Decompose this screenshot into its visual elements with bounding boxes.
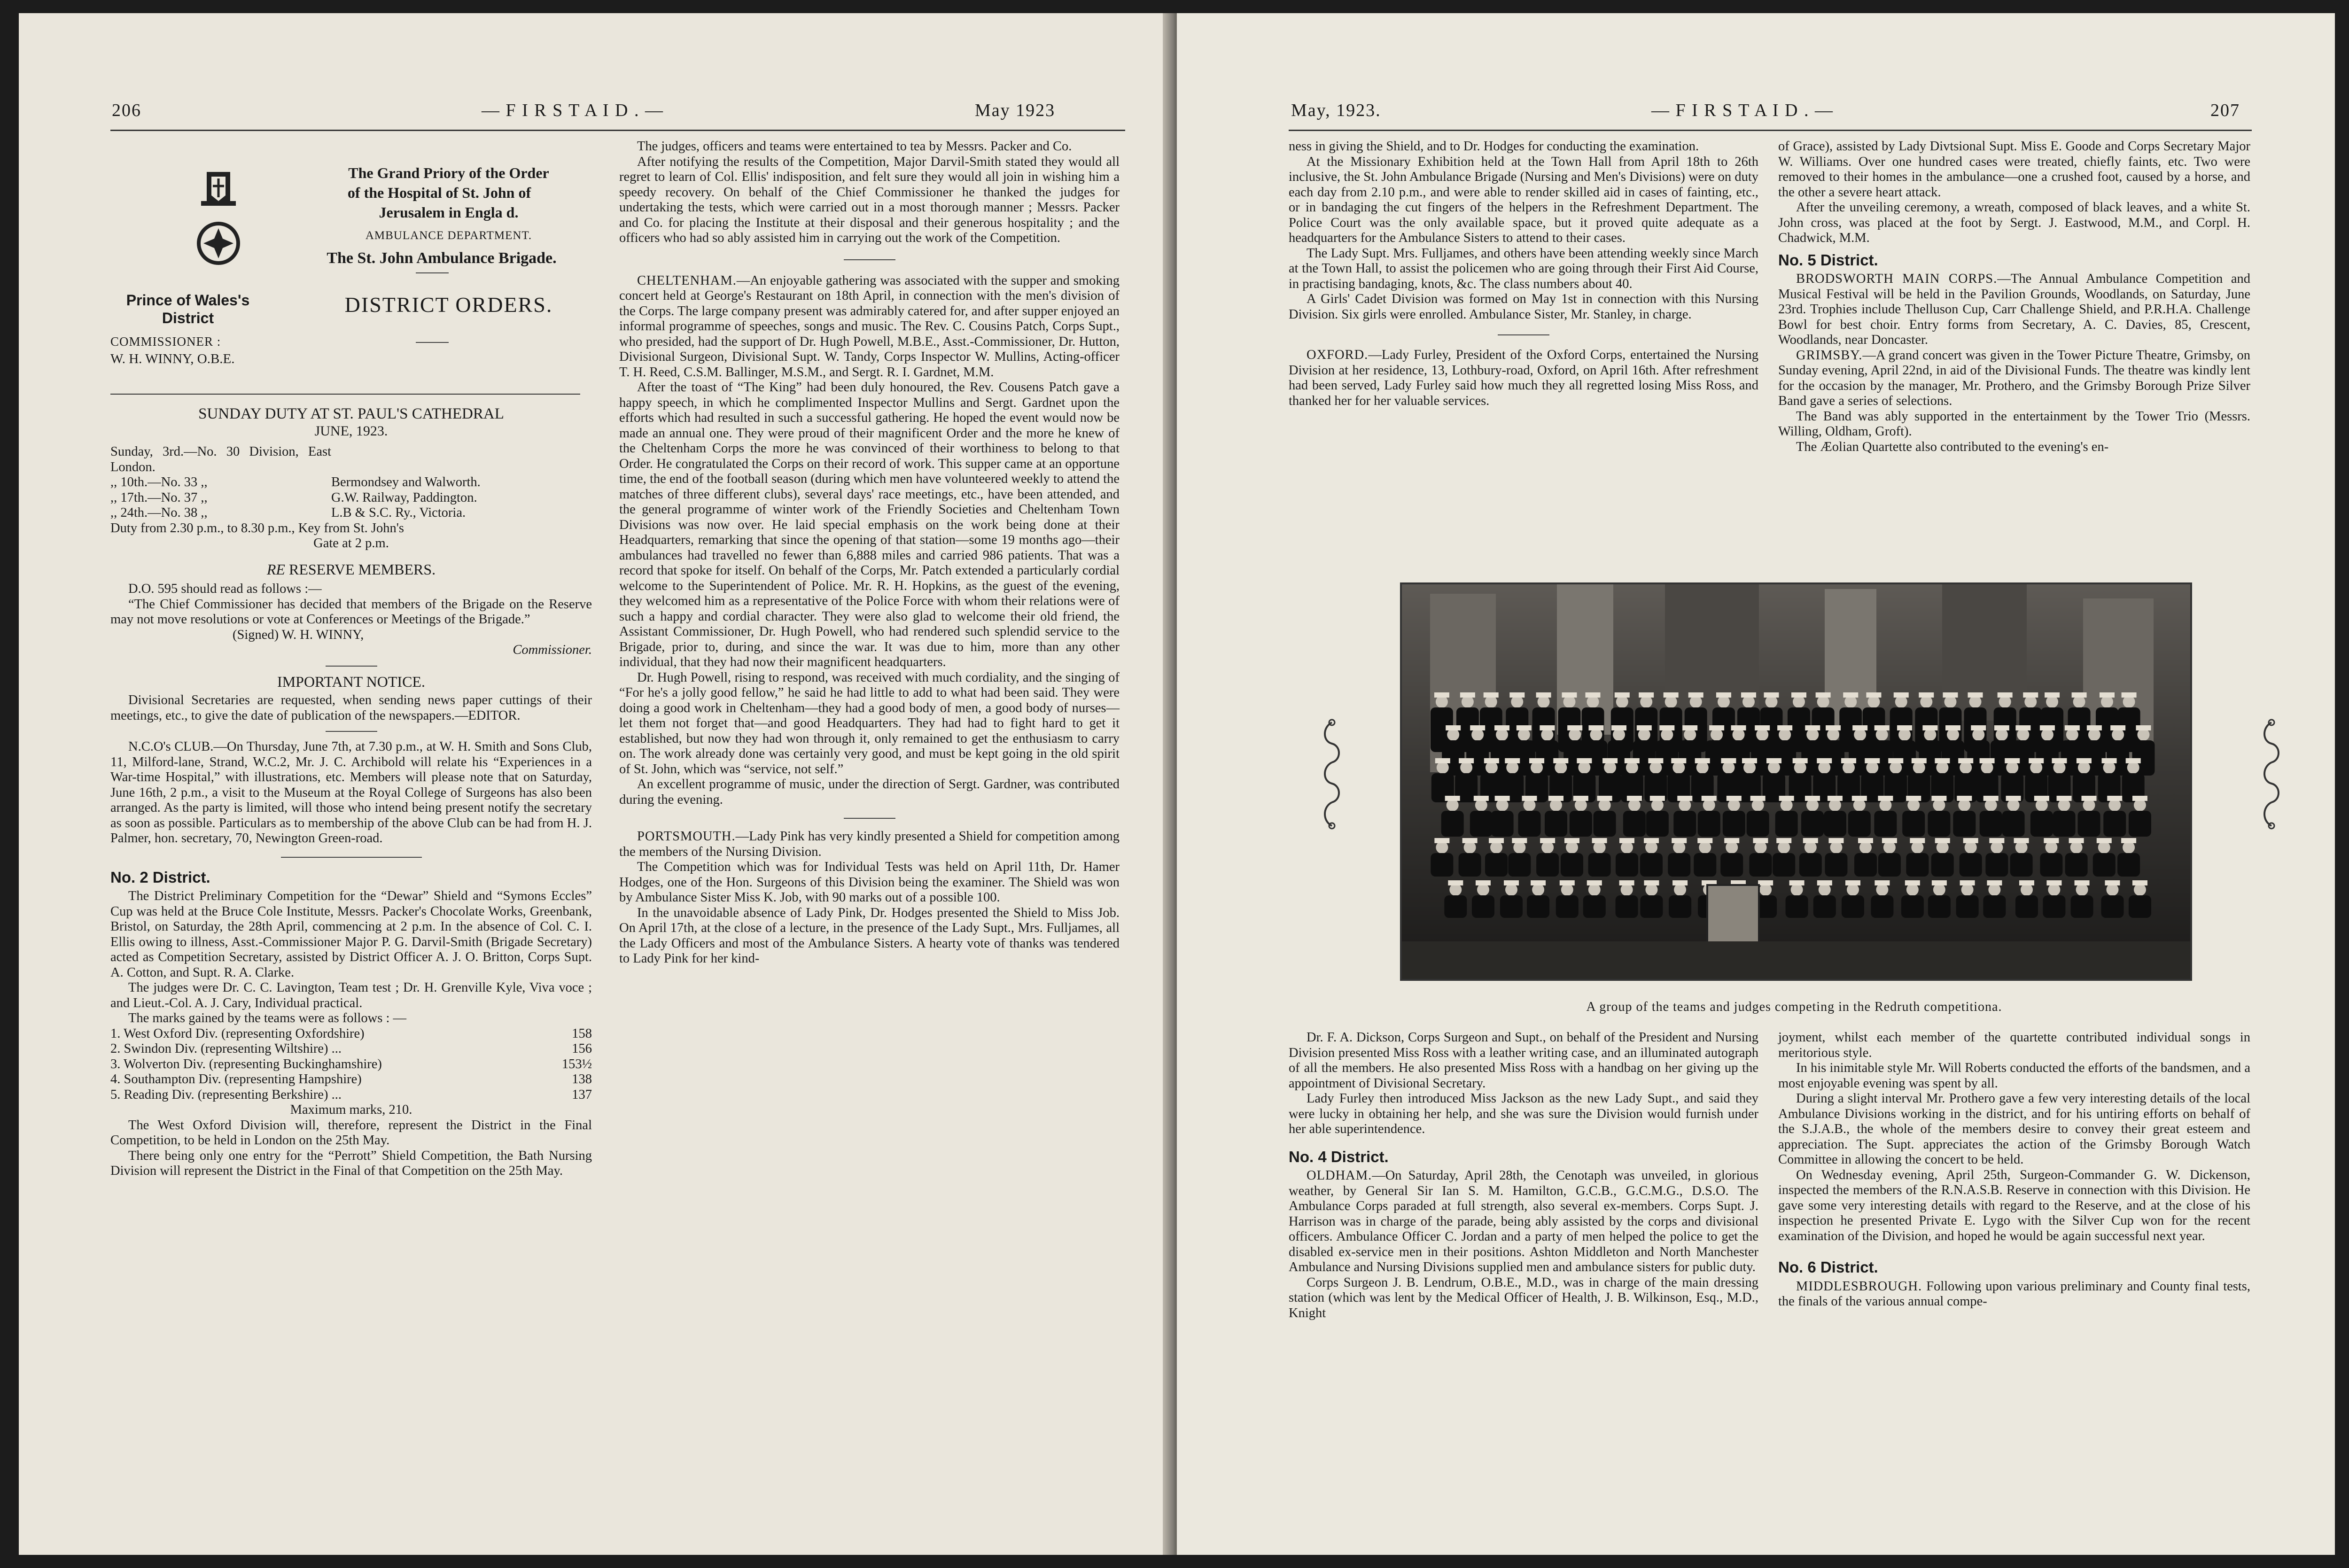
- table-row: [110, 1057, 592, 1072]
- district-orders-title: DISTRICT ORDERS.: [344, 293, 553, 317]
- photo-caption: A group of the teams and judges competing in the Redruth competitiona.: [1586, 1000, 2002, 1014]
- issue-date-left: May 1923: [975, 101, 1056, 120]
- team-name: 5. Reading Div. (representing Berkshire) ...: [110, 1087, 342, 1102]
- reserve-title-re: RE: [266, 560, 285, 578]
- r1b-p4: Corps Surgeon J. B. Lendrum, O.B.E., M.D., was in charge of the main dressing station (which was lent by the Medical Officer of Health, J. B. Wilkinson, Esq., M.D., Knight: [1289, 1275, 1758, 1320]
- r1-p1: ness in giving the Shield, and to Dr. Hodges for conducting the examination.: [1289, 139, 1699, 154]
- right-column-2-bottom: [1778, 1030, 2250, 1310]
- max-marks: Maximum marks, 210.: [290, 1102, 412, 1117]
- duty-time-1: Duty from 2.30 p.m., to 8.30 p.m., Key from St. John's: [110, 520, 404, 536]
- duty-place: [331, 444, 481, 475]
- rule: [326, 666, 377, 667]
- right-page: [1177, 13, 2335, 1555]
- col2-p2: After notifying the results of the Competition, Major Darvil-Smith stated they would all regret to learn of Col. Ellis' indisposition, and felt sure they would all join in wishing him a speedy recovery. On behalf of the Chief Commissioner he thanked the judges for undertaking the tests, which were carried out in a most thorough manner ; Messrs. Packer and Co. for placing the Institute at their disposal and their generous hospitality ; and the officers who had so ably assisted him in carrying out the work of the Competition.: [619, 154, 1120, 245]
- r1b-p1: Dr. F. A. Dickson, Corps Surgeon and Supt., on behalf of the President and Nursing Division presented Miss Ross with a leather writing case, and an illuminated autograph of all the members. He also presented Miss Ross with a handbag on her giving up the appointment of Divisional Secretary.: [1289, 1030, 1758, 1091]
- right-column-1-top: [1289, 139, 1758, 571]
- nco-club-text: N.C.O's CLUB.—On Thursday, June 7th, at 7.30 p.m., at W. H. Smith and Sons Club, 11, Milford-lane, Strand, W.C.2, Mr. J. C. Archibold will relate his “Experiences in a War-time Hospital,” with illustrations, etc. Members will please note that on Saturday, June 16th, 2 p.m., a visit to the Museum at the Royal College of Surgeons has also been arranged. As the party is limited, will those who intend being present notify the secretary as soon as possible. Particulars as to membership of the above Club can be had from H. J. Palmer, hon. secretary, 70, Newington Green-road.: [110, 739, 592, 846]
- sunday-duty-title: SUNDAY DUTY AT ST. PAUL'S CATHEDRAL: [198, 405, 504, 422]
- district-2-heading: No. 2 District.: [110, 868, 210, 886]
- col2-p9: In the unavoidable absence of Lady Pink, Dr. Hodges presented the Shield to Miss Job. On April 17th, at the close of a lecture, in the presence of the Lady Supt., Mrs. Fulljames, all the Lady Officers and most of the Ambulance Sisters. A hearty vote of thanks was tendered to Lady Pink for her kind-: [619, 905, 1120, 966]
- masthead-rule-2: [416, 342, 449, 343]
- running-title-left: — F I R S T A I D . —: [482, 101, 664, 120]
- page-number-left: 206: [112, 101, 141, 120]
- col2-p6: An excellent programme of music, under the direction of Sergt. Gardner, was contributed during the evening.: [619, 777, 1120, 807]
- sunday-duty-month: JUNE, 1923.: [314, 423, 388, 439]
- duty-day: ,, 24th.—No. 38 ,,: [110, 505, 208, 520]
- col2-p5: Dr. Hugh Powell, rising to respond, was received with much cordiality, and the singing of “For he's a jolly good fellow,” he said he had little to add to what had been said. They were doing a good work in Cheltenham—they had a good body of men, a good body of nurses—let them not forget that—and good Headquarters. They had had to fight hard to get it established, but now they had won through it, only remained to get the enthusiasm to carry on. The work already done was certainly very good, and must be kept going in the old spirit of St. John, which was “service, not self.”: [619, 670, 1120, 776]
- table-row: [110, 444, 481, 475]
- oldham-para: [1289, 1168, 1758, 1275]
- team-score: 158: [572, 1026, 592, 1041]
- r1-p2: At the Missionary Exhibition held at the Town Hall from April 18th to 26th inclusive, the St. John Ambulance Brigade (Nursing and Men's Divisions) were on duty each day from 2.10 p.m., and were able to render skilled aid in cases of fainting, etc., or in bandaging the cut fingers of the helpers in the Refreshment Department. The Police Court was the only available space, but it proved quite adequate as a headquarters for the Ambulance Sisters to attend to their cases.: [1289, 154, 1758, 245]
- table-row: [110, 1072, 592, 1087]
- duty-place: Bermondsey and Walworth.: [331, 475, 481, 489]
- table-row: [110, 475, 481, 490]
- rule: [281, 857, 422, 858]
- masthead: [110, 149, 592, 384]
- order-line-2: of the Hospital of St. John of: [347, 184, 531, 201]
- r2b-p4: On Wednesday evening, April 25th, Surgeon-Commander G. W. Dickenson, inspected the members of the R.N.A.S.B. Reserve in connection with this Division. He gave some very interesting details with regard to the Reserve, and at the close of his inspection he presented Private E. Lygo with the Silver Cup won for the recent examination of the Division, and hoped he would be again successful next year.: [1778, 1167, 2250, 1243]
- order-line-1: The Grand Priory of the Order: [348, 164, 549, 181]
- duty-time-2: Gate at 2 p.m.: [313, 536, 389, 551]
- st-john-crest-icon: [193, 168, 244, 272]
- middlesbrough-lead: MIDDLESBROUGH.: [1796, 1279, 1922, 1294]
- team-name: 1. West Oxford Div. (representing Oxfordshire): [110, 1026, 365, 1041]
- duty-day: ,, 17th.—No. 37 ,,: [110, 490, 208, 505]
- table-row: [110, 1087, 592, 1103]
- portsmouth-text: —Lady Pink has very kindly presented a Shield for competition among the members of the Nursing Division.: [619, 829, 1120, 859]
- grimsby-para: [1778, 348, 2250, 409]
- r2b-p1: joyment, whilst each member of the quartette contributed individual songs in meritorious style.: [1778, 1030, 2250, 1060]
- r2-p5: The Band was ably supported in the entertainment by the Tower Trio (Messrs. Willing, Oldham, Groft).: [1778, 409, 2250, 439]
- middlesbrough-text: Following upon various preliminary and County final tests, the finals of the various annual compe-: [1778, 1279, 2251, 1309]
- duty-place: L.B & S.C. Ry., Victoria.: [331, 505, 466, 520]
- oxford-para: [1289, 348, 1758, 409]
- sunday-duty-table: [110, 444, 481, 521]
- r2-p2: After the unveiling ceremony, a wreath, composed of black leaves, and a white St. John cross, was placed at the foot by Sergt. J. Eastwood, M.M., and Corpl. H. Chadwick, M.M.: [1778, 200, 2250, 245]
- reserve-p2: “The Chief Commissioner has decided that members of the Brigade on the Reserve may not move resolutions or vote at Conferences or Meetings of the Brigade.”: [110, 597, 592, 627]
- col2-p1: The judges, officers and teams were entertained to tea by Messrs. Packer and Co.: [637, 139, 1072, 154]
- r2-p6: The Æolian Quartette also contributed to the evening's en-: [1796, 439, 2109, 454]
- r1-p3: The Lady Supt. Mrs. Fulljames, and others have been attending weekly since March at the Town Hall, to assist the policemen who are going through their First Aid Course, in practising bandaging, knots, &c. The class numbers about 40.: [1289, 246, 1758, 291]
- district-2-p3: The marks gained by the teams were as follows : —: [128, 1011, 407, 1025]
- commissioner-label: COMMISSIONER :: [110, 334, 221, 349]
- duty-place: G.W. Railway, Paddington.: [331, 490, 477, 505]
- oldham-lead: OLDHAM.: [1307, 1168, 1372, 1183]
- team-name: 4. Southampton Div. (representing Hampshire): [110, 1072, 362, 1087]
- district-name: Prince of Wales's District: [126, 292, 250, 326]
- duty-day: Sunday, 3rd.—No. 30 Division, East London.: [110, 444, 331, 474]
- district-2-p4: The West Oxford Division will, therefore, represent the District in the Final Competition, to be held in London on the 25th May.: [110, 1118, 592, 1148]
- team-score: 153½: [561, 1056, 592, 1071]
- brodsworth-lead: BRODSWORTH MAIN CORPS.: [1796, 272, 1998, 286]
- district-2-p2: The judges were Dr. C. C. Lavington, Team test ; Dr. H. Grenville Kyle, Viva voce ; and Lieut.-Col. A. J. Cary, Individual practical.: [110, 980, 592, 1010]
- reserve-signed: (Signed) W. H. WINNY,: [233, 627, 364, 642]
- middlesbrough-para: [1778, 1279, 2250, 1310]
- team-name: 2. Swindon Div. (representing Wiltshire) ...: [110, 1041, 342, 1056]
- notice-title: IMPORTANT NOTICE.: [277, 673, 425, 690]
- header-rule-right: [1289, 130, 2252, 131]
- rule: [1498, 334, 1549, 335]
- duty-day: ,, 10th.—No. 33 ,,: [110, 475, 208, 489]
- section-rule: [110, 394, 580, 395]
- district-6-heading: No. 6 District.: [1778, 1258, 1878, 1276]
- ambulance-department: AMBULANCE DEPARTMENT.: [365, 229, 532, 242]
- table-row: [110, 505, 481, 521]
- grimsby-lead: GRIMSBY.: [1796, 348, 1863, 363]
- right-column-2-top: [1778, 139, 2250, 571]
- district-5-heading: No. 5 District.: [1778, 251, 1878, 269]
- brodsworth-text: —The Annual Ambulance Competition and Musical Festival will be held in the Pavilion Grounds, Woodlands, on Saturday, June 23rd. Trophies include Thelluson Cup, Carr Challenge Shield, and P.R.H.A. Challenge Bowl for best choir. Entry forms from Secretary, A. C. Davies, 85, Crescent, Woodlands, near Doncaster.: [1778, 272, 2250, 347]
- portsmouth-para: [619, 829, 1120, 860]
- r2b-p2: In his inimitable style Mr. Will Roberts conducted the efforts of the bandsmen, and a most enjoyable evening was spent by all.: [1778, 1061, 2250, 1091]
- group-photograph: [1400, 582, 2192, 981]
- oxford-text: —Lady Furley, President of the Oxford Corps, entertained the Nursing Division at her residence, 13, Lothbury-road, Oxford, on April 16th. After refreshment had been served, Lady Furley said how much they all regretted losing Miss Ross, and thanked her for her valuable services.: [1289, 348, 1758, 408]
- cheltenham-para: [619, 273, 1120, 380]
- r2-p1: of Grace), assisted by Lady Divtsional Supt. Miss E. Goode and Corps Secretary Major W. Williams. Over one hundred cases were treated, chiefly faints, etc. Two were removed to their homes in the ambulance—one a crushed foot, caused by a horse, and the other a severe heart attack.: [1778, 139, 2250, 200]
- rule: [326, 731, 377, 732]
- group-photo-image: [1402, 584, 2190, 979]
- reserve-title: [110, 562, 592, 577]
- district-2-p1: The District Preliminary Competition for the “Dewar” Shield and “Symons Eccles” Cup was held at the Bruce Cole Institute, Messrs. Packer's Chocolate Works, Greenbank, Bristol, on Saturday, the 28th April, commencing at 2 p.m. In the absence of Col. C. I. Ellis owing to illness, Asst.-Commissioner Major P. G. Darvil-Smith (Brigade Secretary) acted as Competition Secretary, assisted by District Officer A. J. O. Britton, Corps Supt. A. Cotton, and Supt. R. A. Clarke.: [110, 889, 592, 980]
- team-score: 138: [572, 1072, 592, 1087]
- issue-date-right: May, 1923.: [1291, 101, 1381, 120]
- district-4-heading: No. 4 District.: [1289, 1148, 1389, 1165]
- brigade-title: The St. John Ambulance Brigade.: [327, 249, 557, 267]
- district-2-p5: There being only one entry for the “Perrott” Shield Competition, the Bath Nursing Division will represent the District in the Final of that Competition on the 25th May.: [110, 1148, 592, 1178]
- running-title-right: — F I R S T A I D . —: [1651, 101, 1834, 120]
- team-score: 156: [572, 1041, 592, 1056]
- scroll-ornament-right-icon: [2257, 718, 2286, 831]
- header-rule-left: [110, 130, 1125, 131]
- left-page: [19, 13, 1182, 1555]
- r1b-p2: Lady Furley then introduced Miss Jackson as the new Lady Supt., and said they were lucky in obtaining her help, and she was sure the Division would furnish under her able superintendence.: [1289, 1091, 1758, 1136]
- scroll-ornament-left-icon: [1318, 718, 1346, 831]
- masthead-rule: [416, 272, 449, 273]
- oldham-text: —On Saturday, April 28th, the Cenotaph was unveiled, in glorious weather, by General Sir Ian S. M. Hamilton, G.C.B., G.C.M.G., D.S.O. The Ambulance Corps paraded at full strength, also several ex-members. Corps Supt. J. Harrison was in charge of the parade, being ably assisted by the corps and divisional officers. Ambulance Officer C. Jordan and a party of men helped the police to get the disabled ex-service men in their positions. Ashton Middleton and North Manchester Ambulance and Nursing Divisions supplied men and ambulance sisters for public duty.: [1289, 1168, 1758, 1274]
- right-column-1-bottom: [1289, 1030, 1758, 1321]
- cheltenham-lead: CHELTENHAM.: [637, 273, 737, 288]
- brodsworth-para: [1778, 272, 2250, 348]
- team-score: 137: [572, 1087, 592, 1102]
- page-number-right: 207: [2210, 101, 2240, 120]
- table-row: [110, 1026, 592, 1042]
- order-line-3: Jerusalem in Engla d.: [379, 204, 519, 221]
- left-column-1: [110, 149, 592, 1179]
- commissioner-name: W. H. WINNY, O.B.E.: [110, 351, 235, 366]
- cheltenham-text: —An enjoyable gathering was associated with the supper and smoking concert held at George's Restaurant on 18th April, in connection with the men's division of the Corps. The large company present was admirably catered for, and after supper enjoyed an informal programme of speeches, songs and music. The Rev. C. Cousins Patch, Corps Supt., who presided, had the support of Dr. Hugh Powell, M.B.E., Asst.-Commissioner, Dr. Hutton, Divisional Surgeon, Divisional Supt. W. Tandy, Corps Inspector W. Mullins, Acting-officer T. H. Reed, C.S.M. Ballinger, M.S.M., and Sergt. R. I. Gardnet, M.M.: [619, 273, 1120, 380]
- marks-table: [110, 1026, 592, 1103]
- col2-p4: After the toast of “The King” had been duly honoured, the Rev. Cousens Patch gave a happy speech, in which he complimented Inspector Mullins and Sergt. Gardnet upon the efforts which had resulted in such a successful gathering. He hoped the event would now be made an annual one. They were proud of their magnificent Order and the more he knew of the Cheltenham Corps the more he was convinced of their worthiness to belong to that Order. He congratulated the Corps on their record of work. This supper came at an opportune time, the end of the football season (during which men have volunteered weekly to attend the matches of three different clubs), several days' race meetings, etc., have been attended, and the general programme of winter work of the Friendly Societies and Cheltenham Town Divisions was now over. He laid special emphasis on the work being done at their Headquarters, remarking that since the opening of that station—some 19 months ago—their ambulances had travelled no fewer than 6,888 miles and carried 986 patients. That was a record that spoke for itself. On behalf of the Corps, Mr. Patch extended a particularly cordial welcome to the Superintendent of Police. Mr. R. H. Hopkins, as the guest of the evening, they welcomed him as a representative of the Police Force with whom their relations were of such a happy and cordial character. They were also glad to welcome their old friend, the Assistant Commissioner, Dr. Hugh Powell, who had rendered such splendid service to the Brigade, prior to, during, and since the war. It was due to him, more than any other individual, that they had now their magnificent headquarters.: [619, 380, 1120, 669]
- r2b-p3: During a slight interval Mr. Prothero gave a few very interesting details of the local Ambulance Divisions working in the district, and for his untiring efforts on behalf of the S.J.A.B., the whole of the members desire to convey their great esteem and appreciation. The Supt. appreciates the action of the Grimsby Borough Watch Committee in allowing the concert to be held.: [1778, 1091, 2250, 1167]
- r1-p4: A Girls' Cadet Division was formed on May 1st in connection with this Nursing Division. Six girls were enrolled. Ambulance Sister, Mr. Stanley, in charge.: [1289, 292, 1758, 322]
- reserve-title-text: RESERVE MEMBERS.: [288, 560, 436, 578]
- oxford-lead: OXFORD.: [1307, 348, 1369, 362]
- reserve-p1: D.O. 595 should read as follows :—: [128, 582, 322, 596]
- portsmouth-lead: PORTSMOUTH.: [637, 829, 736, 844]
- grimsby-text: —A grand concert was given in the Tower Picture Theatre, Grimsby, on Sunday evening, April 22nd, in aid of the Divisional Funds. The theatre was kindly lent for the occasion by the manager, Mr. Prothero, and the Grimsby Borough Prize Silver Band gave a series of selections.: [1778, 348, 2250, 408]
- col2-p8: The Competition which was for Individual Tests was held on April 11th, Dr. Hamer Hodges, one of the Hon. Surgeons of this Division being the examiner. The Shield was won by Ambulance Sister Miss K. Job, with 90 marks out of a possible 100.: [619, 860, 1120, 905]
- table-row: [110, 490, 481, 506]
- rule: [844, 259, 895, 260]
- table-row: [110, 1041, 592, 1057]
- left-column-2: [619, 139, 1120, 967]
- reserve-signed-role: Commissioner.: [513, 643, 592, 657]
- notice-text: Divisional Secretaries are requested, when sending news paper cuttings of their meetings, etc., to give the date of publication of the newspapers.—EDITOR.: [110, 693, 592, 723]
- rule: [844, 818, 895, 819]
- team-name: 3. Wolverton Div. (representing Buckinghamshire): [110, 1056, 382, 1071]
